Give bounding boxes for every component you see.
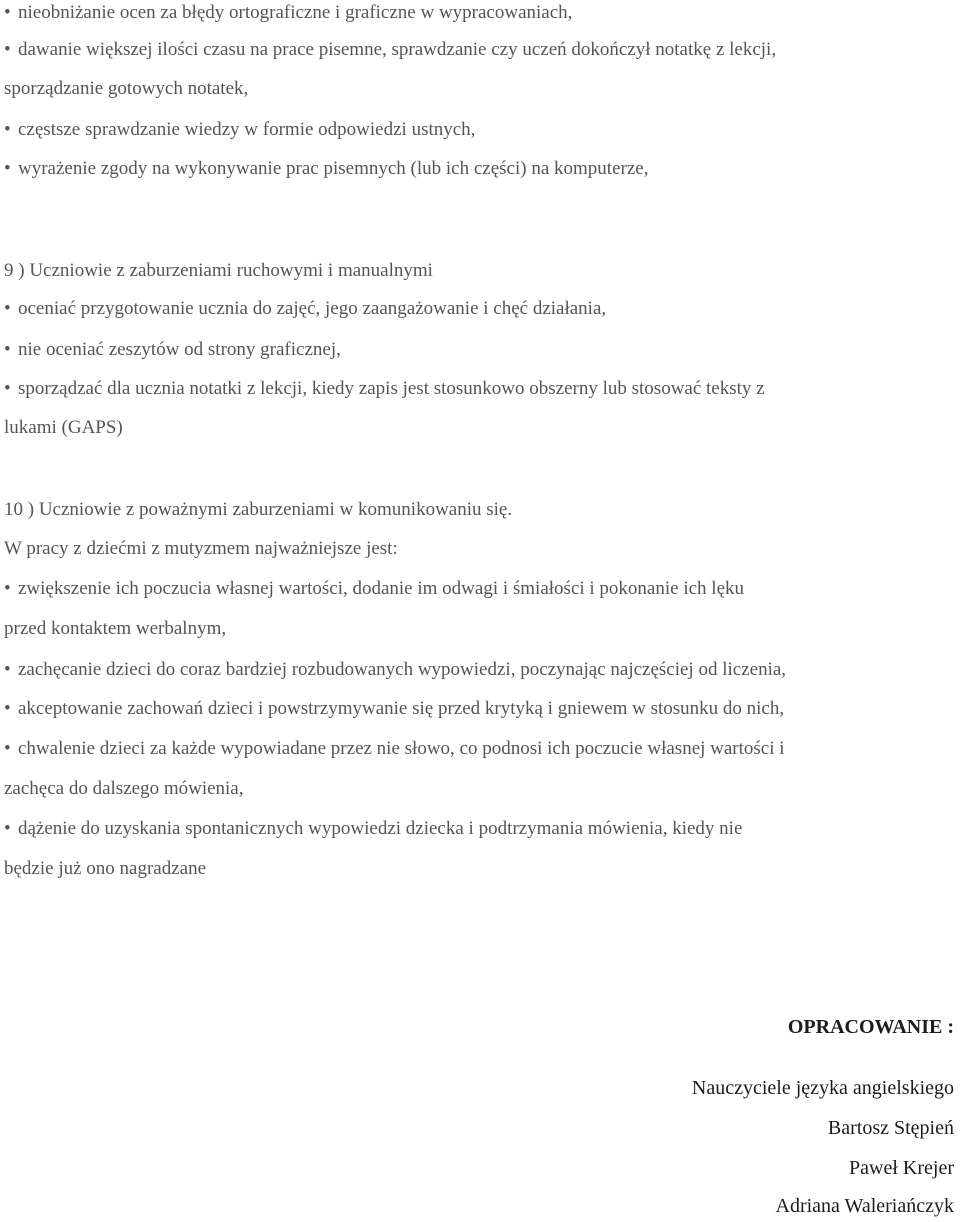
list-item: • częstsze sprawdzanie wiedzy w formie odpowiedzi ustnych, <box>4 118 475 142</box>
signature-heading: OPRACOWANIE : <box>787 1016 954 1038</box>
list-item: • sporządzać dla ucznia notatki z lekcji, kiedy zapis jest stosunkowo obszerny lub stosować teksty z <box>4 377 765 401</box>
list-item-continuation: sporządzanie gotowych notatek, <box>4 78 249 99</box>
list-item: • dawanie większej ilości czasu na prace pisemne, sprawdzanie czy uczeń dokończył notatkę z lekcji, <box>4 38 776 62</box>
section-heading: 9 ) Uczniowie z zaburzeniami ruchowymi i manualnymi <box>4 260 433 281</box>
list-item: • oceniać przygotowanie ucznia do zajęć, jego zaangażowanie i chęć działania, <box>4 297 606 321</box>
list-item: • zachęcanie dzieci do coraz bardziej rozbudowanych wypowiedzi, poczynając najczęściej od liczenia, <box>4 658 786 682</box>
list-item: • dążenie do uzyskania spontanicznych wypowiedzi dziecka i podtrzymania mówienia, kiedy nie <box>4 817 742 841</box>
list-item-continuation: przed kontaktem werbalnym, <box>4 618 227 639</box>
signature-author: Adriana Waleriańczyk <box>775 1195 954 1217</box>
signature-role: Nauczyciele języka angielskiego <box>691 1077 954 1099</box>
list-item: • akceptowanie zachowań dzieci i powstrzymywanie się przed krytyką i gniewem w stosunku do nich, <box>4 697 784 721</box>
list-item: • chwalenie dzieci za każde wypowiadane przez nie słowo, co podnosi ich poczucie własnej wartości i <box>4 737 785 761</box>
list-item-continuation: zachęca do dalszego mówienia, <box>4 778 244 799</box>
signature-author: Paweł Krejer <box>849 1157 954 1179</box>
list-item: • nie oceniać zeszytów od strony graficznej, <box>4 338 341 362</box>
list-item-continuation: będzie już ono nagradzane <box>4 858 207 879</box>
list-item: • nieobniżanie ocen za błędy ortograficzne i graficzne w wypracowaniach, <box>4 1 572 25</box>
list-item: • zwiększenie ich poczucia własnej wartości, dodanie im odwagi i śmiałości i pokonanie ich lęku <box>4 577 744 601</box>
section-intro: W pracy z dziećmi z mutyzmem najważniejsze jest: <box>4 538 398 559</box>
list-item-continuation: lukami (GAPS) <box>4 417 123 438</box>
list-item: • wyrażenie zgody na wykonywanie prac pisemnych (lub ich części) na komputerze, <box>4 157 648 181</box>
signature-author: Bartosz Stępień <box>827 1117 954 1139</box>
section-heading: 10 ) Uczniowie z poważnymi zaburzeniami w komunikowaniu się. <box>4 499 513 520</box>
